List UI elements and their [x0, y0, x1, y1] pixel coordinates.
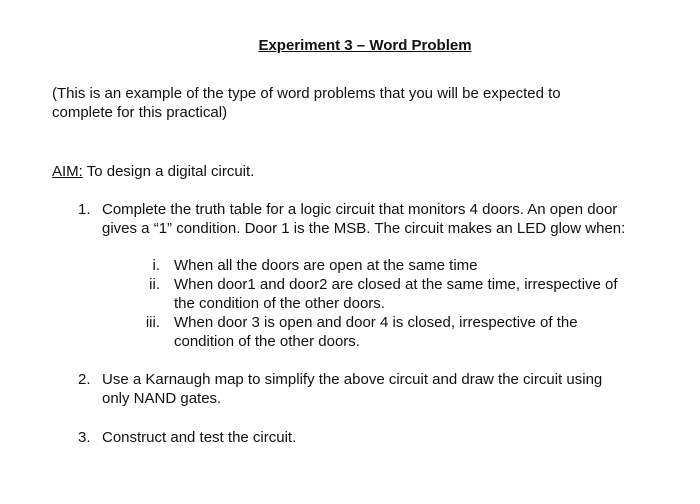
condition-text: [174, 275, 674, 313]
aim-statement: [52, 162, 652, 181]
condition-line: condition of the other doors.: [174, 333, 360, 350]
question-line: only NAND gates.: [102, 390, 222, 407]
question-line: Complete the truth table for a logic circuit that monitors 4 doors. An open door: [102, 201, 618, 218]
condition-line: When door 3 is open and door 4 is closed, irrespective of the: [174, 314, 578, 331]
condition-text: [174, 256, 674, 275]
question-number: 3.: [78, 429, 91, 446]
document-title: Experiment 3 – Word Problem: [258, 37, 472, 54]
condition-number: ii.: [149, 276, 160, 293]
question-number: 1.: [78, 201, 91, 218]
condition-line: When all the doors are open at the same time: [174, 257, 478, 274]
condition-number: iii.: [145, 314, 160, 331]
aim-text: To design a digital circuit.: [82, 163, 255, 180]
question-line: gives a “1” condition. Door 1 is the MSB. The circuit makes an LED glow when:: [102, 220, 626, 237]
question-line: Use a Karnaugh map to simplify the above circuit and draw the circuit using: [102, 371, 603, 388]
aim-label: AIM:: [52, 163, 83, 180]
question-text: [102, 370, 682, 408]
intro-paragraph: [52, 84, 652, 122]
condition-line: When door1 and door2 are closed at the same time, irrespective of: [174, 276, 618, 293]
condition-line: the condition of the other doors.: [174, 295, 385, 312]
condition-number: i.: [152, 257, 160, 274]
question-line: Construct and test the circuit.: [102, 429, 297, 446]
question-text: [102, 428, 682, 447]
intro-line: (This is an example of the type of word problems that you will be expected to: [52, 85, 561, 102]
question-number: 2.: [78, 371, 91, 388]
question-text: [102, 200, 682, 238]
intro-line: complete for this practical): [52, 104, 228, 121]
condition-text: [174, 313, 674, 351]
